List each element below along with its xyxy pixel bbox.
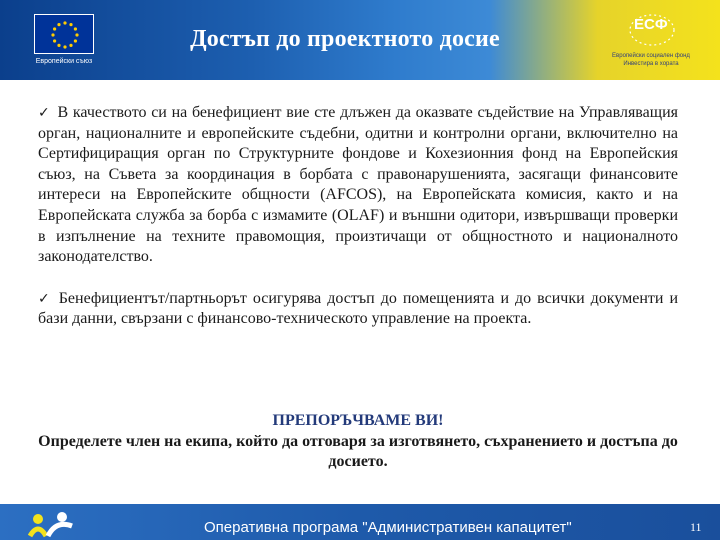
eu-flag-icon	[34, 14, 94, 54]
paragraph-access	[38, 289, 678, 330]
operational-program-logo-icon	[28, 510, 76, 540]
checkmark-icon: ✓	[38, 290, 52, 307]
recommendation-block	[38, 411, 678, 473]
recommendation-text: Определете член на екипа, който да отговаря за изготвянето, съхранението и достъпа до досието.	[38, 432, 678, 470]
esf-logo-text: ЕСФ	[634, 16, 668, 33]
paragraph-text: Бенефициентът/партньорът осигурява достъп до помещенията и до всички документи и бази данни, свързани с финансово-техническото управление на проекта.	[38, 289, 679, 328]
footer-program-text: Оперативна програма "Административен капацитет"	[204, 519, 572, 536]
page-title: Достъп до проектното досие	[190, 26, 500, 52]
eu-logo-caption: Европейски съюз	[35, 58, 93, 65]
paragraph-cooperation	[38, 103, 678, 268]
page-number: 11	[690, 520, 702, 534]
footer-band	[0, 504, 720, 540]
main-content	[38, 103, 678, 330]
eu-logo	[30, 14, 98, 70]
paragraph-text: В качеството си на бенефициент вие сте длъжен да оказвате съдействие на Управляващия орган, националните и европейските съдебни, одитни и контролни органи, включително на Сертифициращия орган по Структурните фондове и Кохезионния фонд на Европейския съюз, на Съвета за координация в борбата с правонарушенията, засягащи финансовите интереси на Европейските общности (AFCOS), на Европейската комисия, както и на Европейската служба за борба с измамите (OLAF) и външни одитори, извършващи проверки в изпълнение на техните правомощия, произтичащи от общностното и националното законодателство.	[38, 104, 678, 266]
recommendation-title: ПРЕПОРЪЧВАМЕ ВИ!	[272, 412, 444, 429]
esf-logo	[606, 10, 696, 72]
header-band	[0, 0, 720, 80]
esf-logo-caption: Европейски социален фонд Инвестира в хората	[612, 53, 690, 67]
checkmark-icon: ✓	[38, 105, 51, 121]
